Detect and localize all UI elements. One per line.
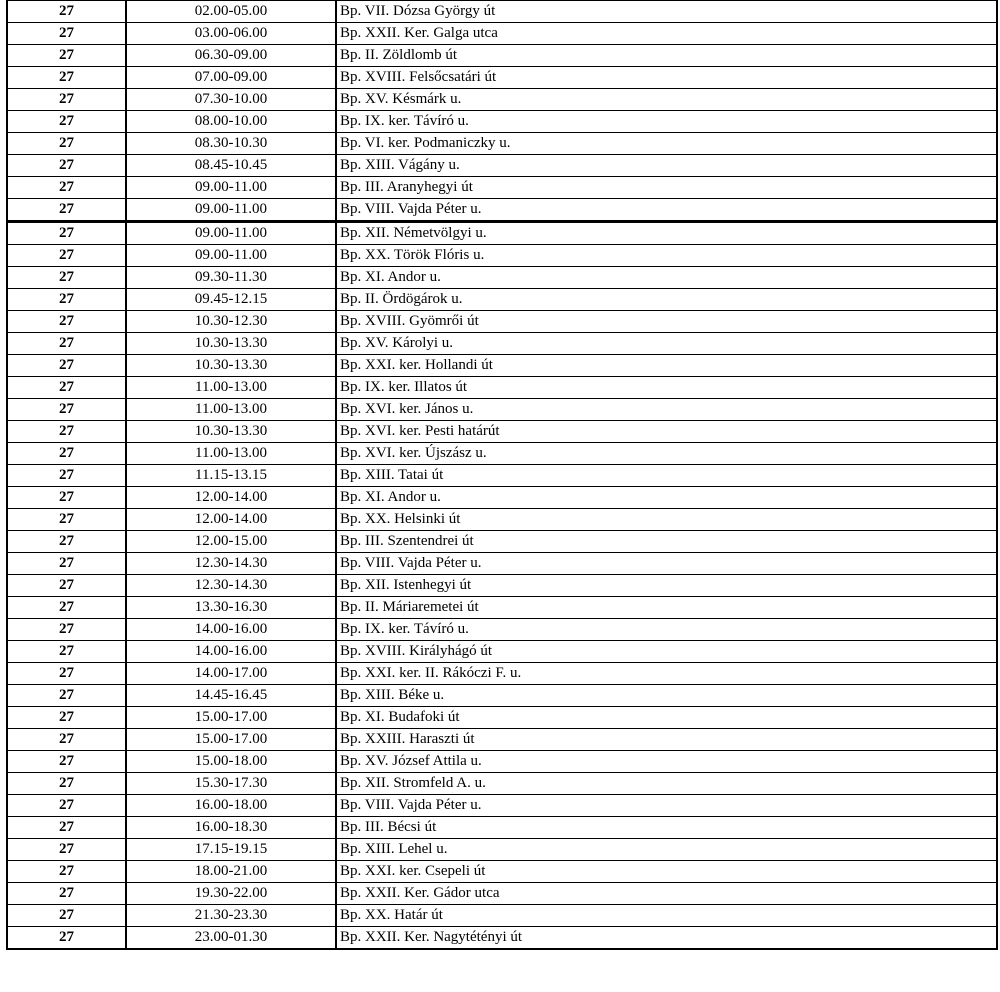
table-row <box>7 155 997 177</box>
day-cell: 27 <box>7 222 126 245</box>
location-cell: Bp. IX. ker. Távíró u. <box>336 619 997 641</box>
day-cell: 27 <box>7 443 126 465</box>
day-cell: 27 <box>7 553 126 575</box>
table-row <box>7 245 997 267</box>
location-cell: Bp. XXIII. Haraszti út <box>336 729 997 751</box>
time-range-cell: 11.00-13.00 <box>126 399 336 421</box>
day-cell: 27 <box>7 155 126 177</box>
time-range-cell: 10.30-13.30 <box>126 333 336 355</box>
day-cell: 27 <box>7 355 126 377</box>
day-cell: 27 <box>7 575 126 597</box>
time-range-cell: 07.30-10.00 <box>126 89 336 111</box>
location-cell: Bp. II. Zöldlomb út <box>336 45 997 67</box>
time-range-cell: 12.00-14.00 <box>126 487 336 509</box>
location-cell: Bp. XII. Stromfeld A. u. <box>336 773 997 795</box>
location-cell: Bp. XI. Andor u. <box>336 267 997 289</box>
day-cell: 27 <box>7 795 126 817</box>
table-row <box>7 839 997 861</box>
day-cell: 27 <box>7 133 126 155</box>
table-row <box>7 377 997 399</box>
time-range-cell: 10.30-13.30 <box>126 421 336 443</box>
day-cell: 27 <box>7 67 126 89</box>
table-row <box>7 905 997 927</box>
time-range-cell: 09.00-11.00 <box>126 199 336 222</box>
table-row <box>7 861 997 883</box>
time-range-cell: 15.00-17.00 <box>126 707 336 729</box>
table-row <box>7 421 997 443</box>
location-cell: Bp. III. Bécsi út <box>336 817 997 839</box>
time-range-cell: 09.45-12.15 <box>126 289 336 311</box>
time-range-cell: 10.30-13.30 <box>126 355 336 377</box>
location-cell: Bp. XX. Török Flóris u. <box>336 245 997 267</box>
day-cell: 27 <box>7 883 126 905</box>
location-cell: Bp. XV. József Attila u. <box>336 751 997 773</box>
table-row <box>7 89 997 111</box>
time-range-cell: 16.00-18.00 <box>126 795 336 817</box>
time-range-cell: 19.30-22.00 <box>126 883 336 905</box>
day-cell: 27 <box>7 861 126 883</box>
day-cell: 27 <box>7 399 126 421</box>
day-cell: 27 <box>7 773 126 795</box>
time-range-cell: 12.30-14.30 <box>126 575 336 597</box>
time-range-cell: 16.00-18.30 <box>126 817 336 839</box>
time-range-cell: 21.30-23.30 <box>126 905 336 927</box>
day-cell: 27 <box>7 89 126 111</box>
location-cell: Bp. IX. ker. Illatos út <box>336 377 997 399</box>
table-row <box>7 443 997 465</box>
location-cell: Bp. XII. Istenhegyi út <box>336 575 997 597</box>
time-range-cell: 08.00-10.00 <box>126 111 336 133</box>
location-cell: Bp. XVI. ker. Újszász u. <box>336 443 997 465</box>
day-cell: 27 <box>7 927 126 950</box>
table-row <box>7 685 997 707</box>
table-row <box>7 619 997 641</box>
table-row <box>7 663 997 685</box>
time-range-cell: 11.00-13.00 <box>126 443 336 465</box>
table-row <box>7 133 997 155</box>
day-cell: 27 <box>7 111 126 133</box>
time-range-cell: 02.00-05.00 <box>126 1 336 23</box>
day-cell: 27 <box>7 685 126 707</box>
table-row <box>7 597 997 619</box>
location-cell: Bp. XIII. Béke u. <box>336 685 997 707</box>
table-row <box>7 487 997 509</box>
location-cell: Bp. XIII. Vágány u. <box>336 155 997 177</box>
location-cell: Bp. III. Szentendrei út <box>336 531 997 553</box>
time-range-cell: 17.15-19.15 <box>126 839 336 861</box>
table-row <box>7 67 997 89</box>
time-range-cell: 03.00-06.00 <box>126 23 336 45</box>
time-range-cell: 09.30-11.30 <box>126 267 336 289</box>
location-cell: Bp. XX. Helsinki út <box>336 509 997 531</box>
day-cell: 27 <box>7 421 126 443</box>
location-cell: Bp. XI. Andor u. <box>336 487 997 509</box>
table-row <box>7 641 997 663</box>
time-range-cell: 09.00-11.00 <box>126 222 336 245</box>
location-cell: Bp. XIII. Lehel u. <box>336 839 997 861</box>
day-cell: 27 <box>7 509 126 531</box>
day-cell: 27 <box>7 45 126 67</box>
table-row <box>7 1 997 23</box>
day-cell: 27 <box>7 619 126 641</box>
day-cell: 27 <box>7 597 126 619</box>
table-row <box>7 333 997 355</box>
location-cell: Bp. XVIII. Felsőcsatári út <box>336 67 997 89</box>
table-row <box>7 729 997 751</box>
time-range-cell: 06.30-09.00 <box>126 45 336 67</box>
location-cell: Bp. XVI. ker. János u. <box>336 399 997 421</box>
location-cell: Bp. XXI. ker. Hollandi út <box>336 355 997 377</box>
location-cell: Bp. IX. ker. Távíró u. <box>336 111 997 133</box>
location-cell: Bp. XVI. ker. Pesti határút <box>336 421 997 443</box>
location-cell: Bp. XXII. Ker. Nagytétényi út <box>336 927 997 950</box>
location-cell: Bp. XXII. Ker. Gádor utca <box>336 883 997 905</box>
table-row <box>7 795 997 817</box>
day-cell: 27 <box>7 177 126 199</box>
table-row <box>7 222 997 245</box>
table-row <box>7 399 997 421</box>
day-cell: 27 <box>7 199 126 222</box>
table-row <box>7 267 997 289</box>
day-cell: 27 <box>7 663 126 685</box>
location-cell: Bp. II. Ördögárok u. <box>336 289 997 311</box>
table-row <box>7 883 997 905</box>
table-row <box>7 465 997 487</box>
time-range-cell: 18.00-21.00 <box>126 861 336 883</box>
table-row <box>7 111 997 133</box>
location-cell: Bp. XVIII. Királyhágó út <box>336 641 997 663</box>
schedule-document <box>6 0 996 950</box>
time-range-cell: 13.30-16.30 <box>126 597 336 619</box>
location-cell: Bp. XVIII. Gyömrői út <box>336 311 997 333</box>
table-row <box>7 311 997 333</box>
day-cell: 27 <box>7 817 126 839</box>
time-range-cell: 08.30-10.30 <box>126 133 336 155</box>
schedule-table <box>6 0 998 950</box>
day-cell: 27 <box>7 465 126 487</box>
table-row <box>7 199 997 222</box>
time-range-cell: 14.00-16.00 <box>126 641 336 663</box>
location-cell: Bp. III. Aranyhegyi út <box>336 177 997 199</box>
day-cell: 27 <box>7 23 126 45</box>
table-row <box>7 177 997 199</box>
time-range-cell: 15.30-17.30 <box>126 773 336 795</box>
table-row <box>7 531 997 553</box>
table-row <box>7 817 997 839</box>
time-range-cell: 14.45-16.45 <box>126 685 336 707</box>
time-range-cell: 07.00-09.00 <box>126 67 336 89</box>
table-row <box>7 509 997 531</box>
time-range-cell: 11.00-13.00 <box>126 377 336 399</box>
time-range-cell: 12.00-14.00 <box>126 509 336 531</box>
table-row <box>7 289 997 311</box>
location-cell: Bp. XX. Határ út <box>336 905 997 927</box>
location-cell: Bp. XI. Budafoki út <box>336 707 997 729</box>
time-range-cell: 12.00-15.00 <box>126 531 336 553</box>
table-row <box>7 773 997 795</box>
location-cell: Bp. XII. Németvölgyi u. <box>336 222 997 245</box>
day-cell: 27 <box>7 531 126 553</box>
day-cell: 27 <box>7 377 126 399</box>
day-cell: 27 <box>7 707 126 729</box>
day-cell: 27 <box>7 289 126 311</box>
day-cell: 27 <box>7 641 126 663</box>
time-range-cell: 15.00-17.00 <box>126 729 336 751</box>
location-cell: Bp. XV. Késmárk u. <box>336 89 997 111</box>
location-cell: Bp. VIII. Vajda Péter u. <box>336 199 997 222</box>
table-row <box>7 355 997 377</box>
day-cell: 27 <box>7 267 126 289</box>
table-row <box>7 751 997 773</box>
table-row <box>7 45 997 67</box>
time-range-cell: 15.00-18.00 <box>126 751 336 773</box>
day-cell: 27 <box>7 311 126 333</box>
time-range-cell: 12.30-14.30 <box>126 553 336 575</box>
time-range-cell: 14.00-16.00 <box>126 619 336 641</box>
time-range-cell: 11.15-13.15 <box>126 465 336 487</box>
location-cell: Bp. VIII. Vajda Péter u. <box>336 795 997 817</box>
time-range-cell: 10.30-12.30 <box>126 311 336 333</box>
time-range-cell: 14.00-17.00 <box>126 663 336 685</box>
day-cell: 27 <box>7 245 126 267</box>
day-cell: 27 <box>7 729 126 751</box>
time-range-cell: 09.00-11.00 <box>126 177 336 199</box>
location-cell: Bp. XXII. Ker. Galga utca <box>336 23 997 45</box>
location-cell: Bp. XXI. ker. Csepeli út <box>336 861 997 883</box>
location-cell: Bp. VIII. Vajda Péter u. <box>336 553 997 575</box>
table-row <box>7 707 997 729</box>
location-cell: Bp. VI. ker. Podmaniczky u. <box>336 133 997 155</box>
day-cell: 27 <box>7 487 126 509</box>
table-row <box>7 927 997 950</box>
location-cell: Bp. XIII. Tatai út <box>336 465 997 487</box>
table-row <box>7 553 997 575</box>
day-cell: 27 <box>7 1 126 23</box>
time-range-cell: 08.45-10.45 <box>126 155 336 177</box>
time-range-cell: 23.00-01.30 <box>126 927 336 950</box>
table-row <box>7 575 997 597</box>
day-cell: 27 <box>7 905 126 927</box>
location-cell: Bp. XV. Károlyi u. <box>336 333 997 355</box>
location-cell: Bp. II. Máriaremetei út <box>336 597 997 619</box>
location-cell: Bp. XXI. ker. II. Rákóczi F. u. <box>336 663 997 685</box>
time-range-cell: 09.00-11.00 <box>126 245 336 267</box>
day-cell: 27 <box>7 333 126 355</box>
schedule-table-body <box>7 1 997 950</box>
day-cell: 27 <box>7 839 126 861</box>
location-cell: Bp. VII. Dózsa György út <box>336 1 997 23</box>
day-cell: 27 <box>7 751 126 773</box>
table-row <box>7 23 997 45</box>
